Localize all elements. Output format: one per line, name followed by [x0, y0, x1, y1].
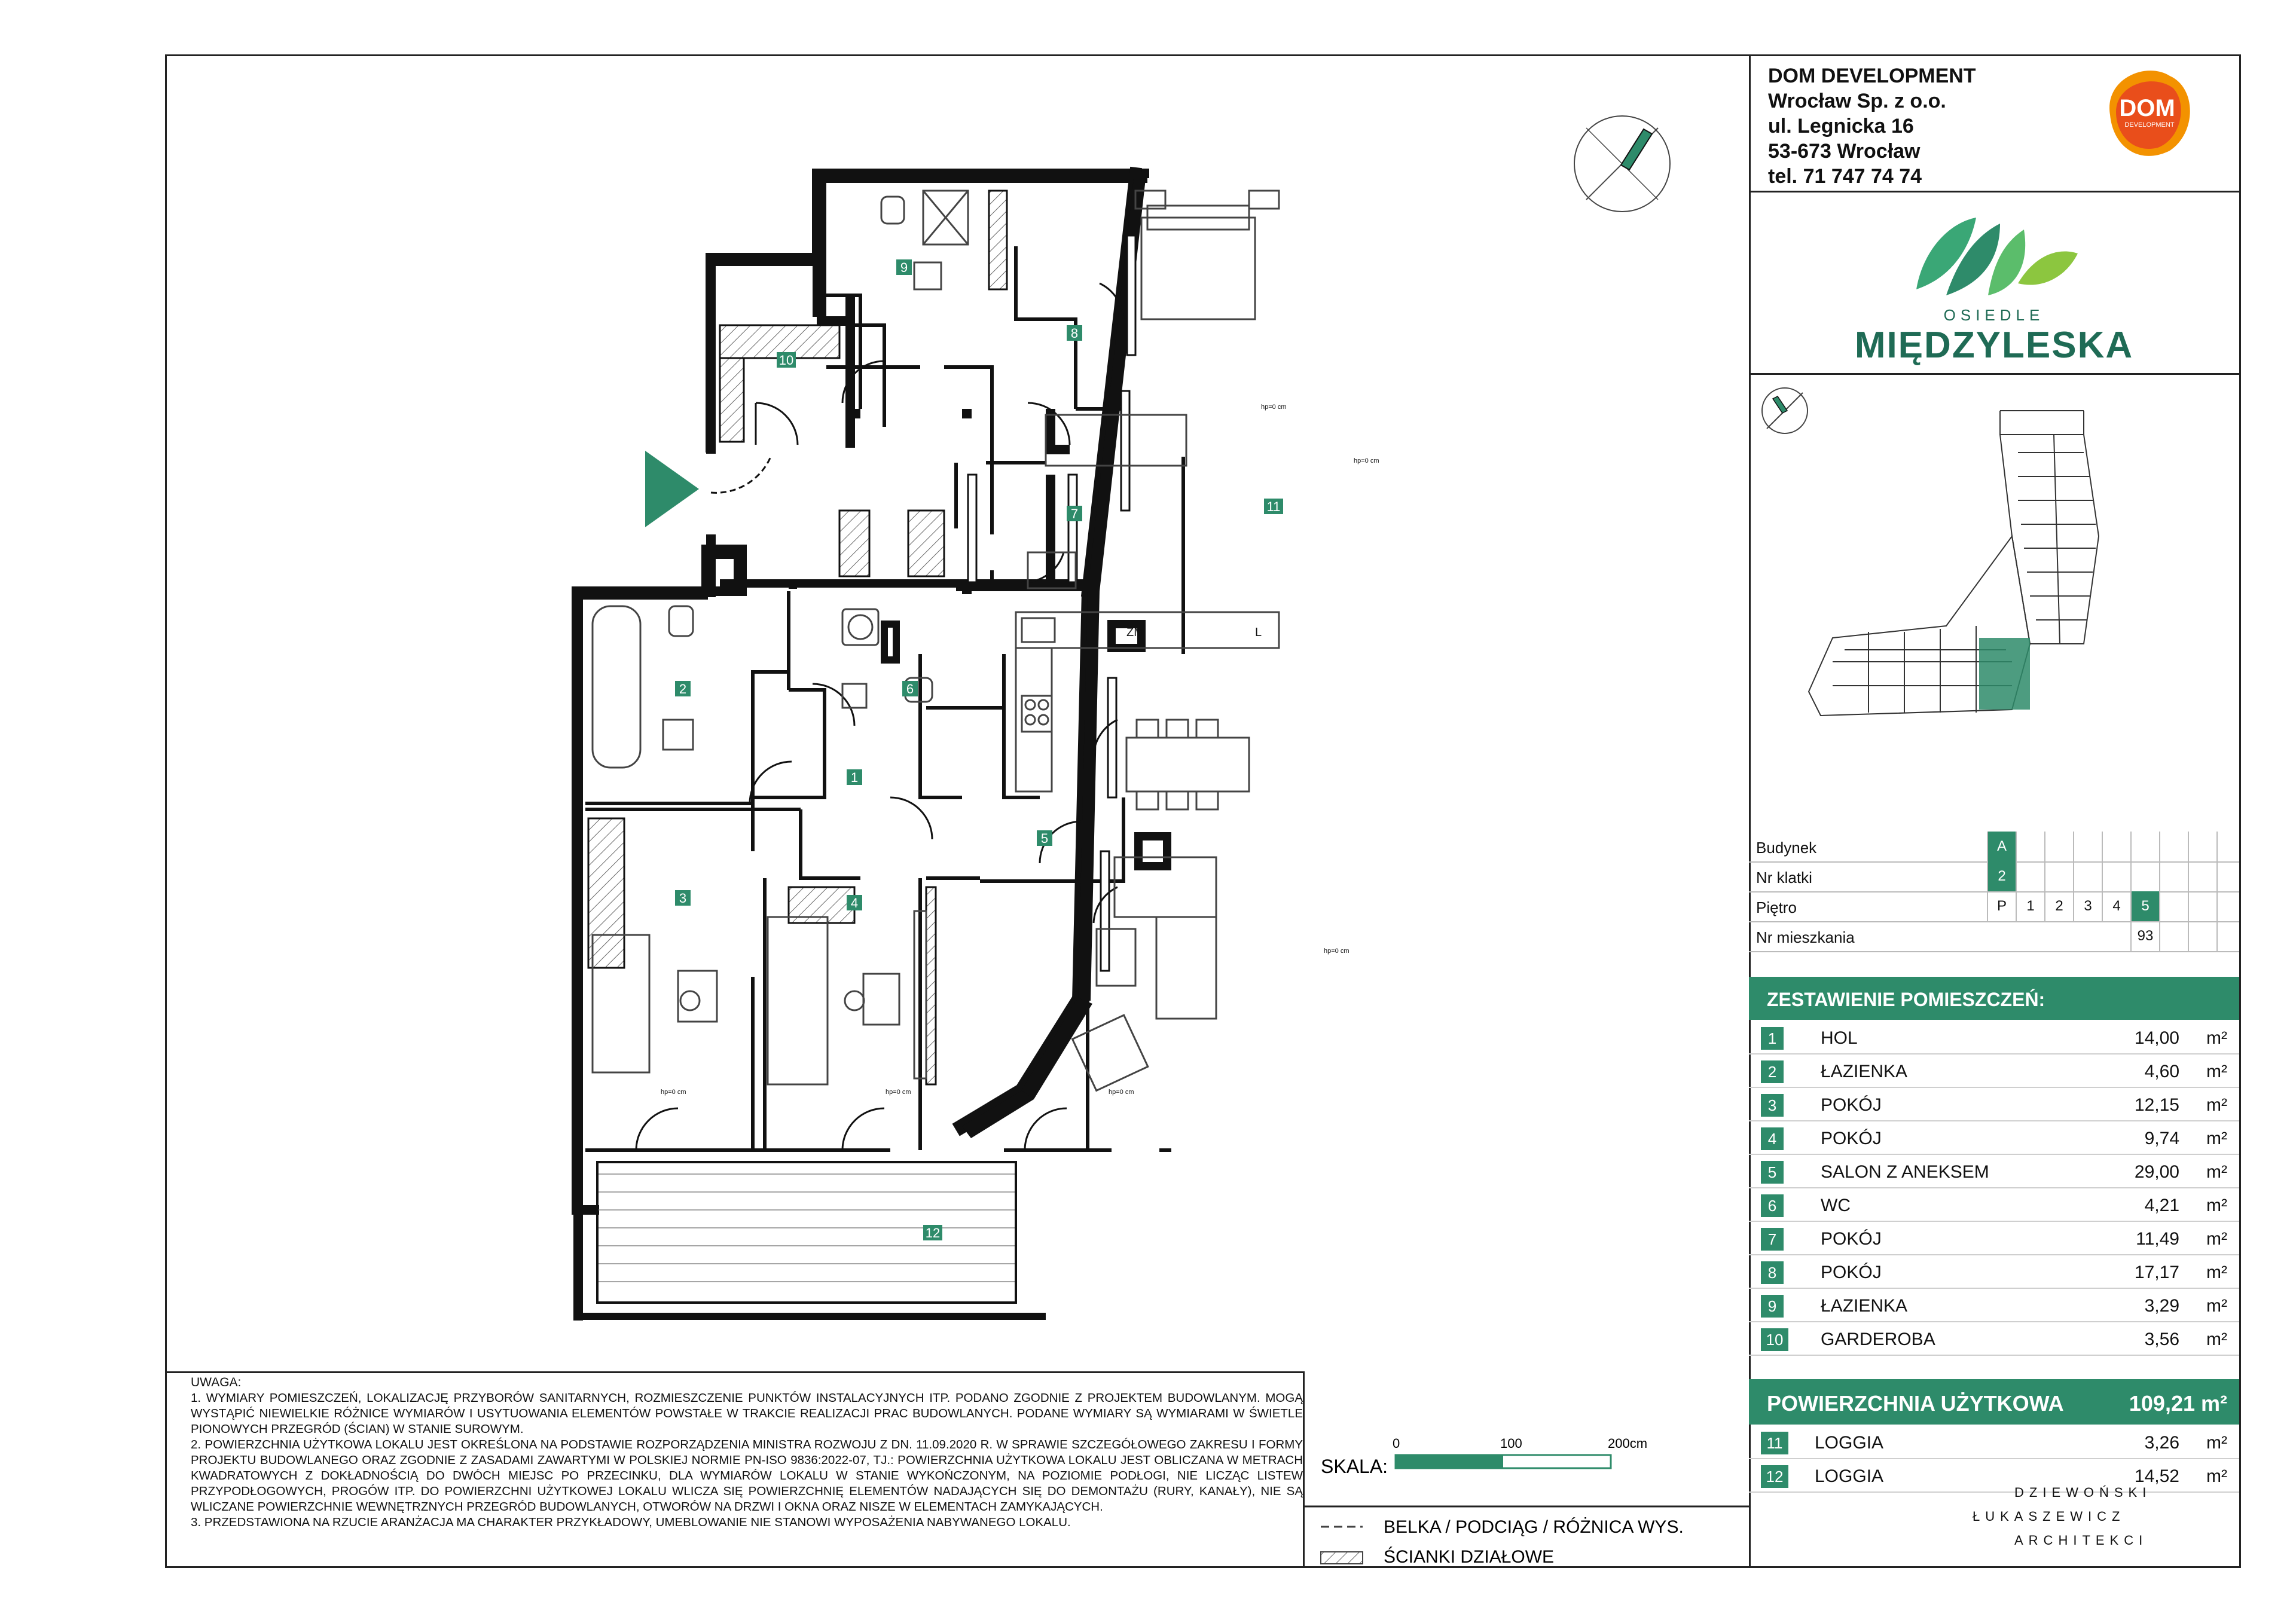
total-area-label: POWIERZCHNIA UŻYTKOWA — [1767, 1391, 2064, 1416]
svg-text:1: 1 — [850, 770, 859, 785]
company-phone: tel. 71 747 74 74 — [1768, 165, 1922, 188]
empty-cell — [2102, 832, 2130, 861]
site-map-highlight — [1979, 638, 2030, 710]
room-area: 3,29 — [2144, 1296, 2179, 1316]
room-label-4 — [847, 895, 862, 910]
klatka-value: 2 — [1987, 861, 2016, 891]
svg-text:2: 2 — [679, 681, 687, 696]
legend-walls: ŚCIANKI DZIAŁOWE — [1384, 1547, 1555, 1566]
room-area: 4,21 — [2144, 1196, 2179, 1215]
floor-cell: 1 — [2016, 891, 2044, 921]
scale-tick-100: 100 — [1500, 1436, 1522, 1451]
hp-label: hp=0 cm — [1261, 404, 1287, 411]
room-area: 4,60 — [2144, 1062, 2179, 1081]
empty-cell — [2073, 832, 2102, 861]
fridge-label-zm: ZM — [1126, 626, 1144, 639]
room-name: LOGGIA — [1815, 1466, 1884, 1486]
scale-tick-0: 0 — [1393, 1436, 1400, 1451]
room-label-6 — [902, 681, 918, 696]
osiedle-brand — [1749, 194, 2239, 373]
room-unit: m² — [2206, 1296, 2227, 1316]
legend-beam: BELKA / PODCIĄG / RÓŻNICA WYS. — [1384, 1517, 1684, 1537]
room-row — [1749, 1120, 2239, 1155]
room-label-3 — [675, 890, 691, 906]
company-info — [1768, 63, 1976, 189]
empty-cell — [2216, 891, 2245, 921]
room-unit: m² — [2206, 1229, 2227, 1249]
room-name: POKÓJ — [1821, 1129, 1882, 1148]
empty-cell — [2073, 861, 2102, 891]
room-name: POKÓJ — [1821, 1229, 1882, 1249]
room-number: 12 — [1761, 1465, 1788, 1488]
apartment-number: 93 — [2130, 921, 2159, 951]
room-name: WC — [1821, 1196, 1851, 1215]
scale-label: SKALA: — [1321, 1456, 1388, 1477]
hp-label: hp=0 cm — [661, 1089, 686, 1096]
empty-cell — [2188, 832, 2216, 861]
svg-text:11: 11 — [1266, 499, 1281, 514]
empty-cell — [2188, 861, 2216, 891]
room-unit: m² — [2206, 1466, 2227, 1486]
room-label-2 — [675, 681, 691, 696]
total-area-value: 109,21 m² — [2129, 1391, 2227, 1416]
partition-legend-icon — [1321, 1552, 1363, 1564]
architect-line: ARCHITEKCI — [2014, 1533, 2148, 1548]
room-name: ŁAZIENKA — [1821, 1296, 1908, 1316]
floor-cell: 2 — [2044, 891, 2073, 921]
hp-label: hp=0 cm — [1354, 457, 1379, 464]
architect-logo — [1913, 1485, 2236, 1563]
room-name: HOL — [1821, 1028, 1858, 1048]
room-area: 12,15 — [2134, 1095, 2179, 1115]
room-label-10 — [777, 352, 796, 368]
info-label: Nr mieszkania — [1756, 928, 1855, 946]
svg-text:4: 4 — [850, 895, 859, 910]
room-label-9 — [896, 259, 912, 275]
empty-cell — [2016, 861, 2044, 891]
room-unit: m² — [2206, 1196, 2227, 1215]
budynek-value: A — [1987, 832, 2016, 861]
info-row-mieszkanie — [1749, 921, 2239, 952]
floor-cell: 3 — [2073, 891, 2102, 921]
floor-plan — [167, 56, 1749, 1371]
empty-cell — [2016, 832, 2044, 861]
room-unit: m² — [2206, 1162, 2227, 1182]
total-area-row — [1749, 1379, 2239, 1425]
architect-line: ŁUKASZEWICZ — [1973, 1509, 2126, 1524]
room-area: 14,00 — [2134, 1028, 2179, 1048]
info-label: Budynek — [1756, 839, 1817, 857]
note-item: 1. WYMIARY POMIESZCZEŃ, LOKALIZACJĘ PRZYBORÓW SANITARNYCH, ROZMIESZCZENIE PUNKTÓW INSTALACYJNYCH ITP. PODANO ZGODNIE Z PROJEKTEM BUDOWLANYM. MOGĄ WYSTĄPIĆ NIEWIELKIE RÓŻNICE WYMIARÓW I USYTUOWANIA ELEMENTÓW POWSTAŁE W TRAKCIE REALIZACJI PRAC BUDOWLANYCH. PODANE WYMIARY SĄ WYMIARAMI W ŚWIETLE PIONOWYCH PRZEGRÓD (ŚCIAN) W STANIE SUROWYM. — [191, 1391, 1303, 1436]
brand-name: MIĘDZYLESKA — [1854, 325, 2134, 366]
empty-cell — [2159, 861, 2188, 891]
notes — [191, 1375, 1303, 1530]
info-row-klatka — [1749, 861, 2239, 893]
floor-cell-selected: 5 — [2130, 891, 2159, 921]
room-number: 4 — [1761, 1127, 1784, 1150]
floor-plan-drawing — [167, 56, 1749, 1371]
floor-cell: 4 — [2102, 891, 2130, 921]
svg-text:DEVELOPMENT: DEVELOPMENT — [2124, 121, 2175, 129]
company-name: DOM DEVELOPMENT — [1768, 65, 1976, 87]
room-row — [1749, 1221, 2239, 1255]
room-area: 17,17 — [2134, 1263, 2179, 1282]
empty-cell — [2216, 832, 2245, 861]
room-name: POKÓJ — [1821, 1095, 1882, 1115]
empty-cell — [2188, 891, 2216, 921]
svg-text:DOM: DOM — [2119, 95, 2175, 121]
svg-text:10: 10 — [778, 353, 794, 368]
compass-icon — [1762, 388, 1808, 433]
company-line: Wrocław Sp. z o.o. — [1768, 90, 1946, 112]
site-map — [1749, 375, 2239, 833]
separator — [1749, 191, 2239, 192]
room-label-8 — [1067, 325, 1082, 341]
room-name: LOGGIA — [1815, 1433, 1884, 1453]
room-label-5 — [1037, 830, 1052, 846]
rooms-header — [1749, 977, 2239, 1020]
compass-icon — [1574, 116, 1670, 212]
room-unit: m² — [2206, 1062, 2227, 1081]
room-number: 9 — [1761, 1295, 1784, 1318]
notes-title: UWAGA: — [191, 1376, 242, 1389]
floor-cell: P — [1987, 891, 2016, 921]
empty-cell — [2216, 861, 2245, 891]
room-unit: m² — [2206, 1329, 2227, 1349]
room-row — [1749, 1254, 2239, 1289]
empty-cell — [2044, 832, 2073, 861]
brand-prefix: OSIEDLE — [1943, 306, 2045, 324]
room-area: 11,49 — [2136, 1229, 2179, 1249]
room-number: 3 — [1761, 1094, 1784, 1117]
empty-cell — [2130, 861, 2159, 891]
empty-cell — [2102, 861, 2130, 891]
fridge-label-l: L — [1255, 626, 1262, 639]
scale-bar-fill — [1396, 1455, 1503, 1468]
hp-label: hp=0 cm — [886, 1089, 911, 1096]
room-row — [1749, 1087, 2239, 1121]
room-row — [1749, 1187, 2239, 1222]
room-number: 7 — [1761, 1228, 1784, 1251]
room-number: 2 — [1761, 1060, 1784, 1083]
room-unit: m² — [2206, 1263, 2227, 1282]
room-name: POKÓJ — [1821, 1263, 1882, 1282]
room-row — [1749, 1321, 2239, 1356]
empty-cell — [2159, 921, 2188, 951]
svg-text:5: 5 — [1040, 831, 1049, 846]
architect-line: DZIEWOŃSKI — [2014, 1485, 2152, 1500]
scale-tick-200: 200cm — [1608, 1436, 1648, 1451]
room-number: 8 — [1761, 1261, 1784, 1284]
room-label-12 — [923, 1225, 942, 1240]
room-number: 1 — [1761, 1027, 1784, 1050]
room-area: 9,74 — [2144, 1129, 2179, 1148]
empty-cell — [2188, 921, 2216, 951]
leaves-logo-icon — [1910, 206, 2084, 307]
room-unit: m² — [2206, 1433, 2227, 1453]
empty-cell — [2159, 891, 2188, 921]
empty-cell — [2130, 832, 2159, 861]
hp-label: hp=0 cm — [1324, 947, 1349, 955]
loggia-12 — [597, 1162, 1016, 1303]
room-area: 29,00 — [2134, 1162, 2179, 1182]
svg-text:8: 8 — [1070, 326, 1079, 341]
svg-text:6: 6 — [906, 681, 914, 696]
info-row-budynek — [1749, 832, 2239, 863]
empty-cell — [2216, 921, 2245, 951]
loggia-row — [1749, 1425, 2239, 1459]
note-item: 2. POWIERZCHNIA UŻYTKOWA LOKALU JEST OKREŚLONA NA PODSTAWIE ROZPORZĄDZENIA MINISTRA ROZWOJU Z DN. 11.09.2020 R. W SPRAWIE SZCZEGÓŁOWEGO ZAKRESU I FORMY PROJEKTU BUDOWLANEGO ORAZ ZGODNIE Z ZASADAMI ZAWARTYMI W POLSKIEJ NORMIE PN-ISO 9836:2022-07, TJ.: POWIERZCHNIA UŻYTKOWA LOKALU JEST OBLICZANA W METRACH KWADRATOWYCH Z DOKŁADNOŚCIĄ DO DWÓCH MIEJSC PO PRZECINKU, DLA WYMIARÓW LOKALU W STANIE WYKOŃCZONYM, NA POZIOMIE PODŁOGI, NIE LICZĄC LISTEW PRZYPODŁOGOWYCH, PROGÓW ITP. DO POWIERZCHNI UŻYTKOWEJ LOKALU WLICZA SIĘ POWIERZCHNIĘ ELEMENTÓW NADAJĄCYCH SIĘ DO DEMONTAŻU (RURY, KANAŁY), NIE SĄ WLICZANE POWIERZCHNIE WEWNĘTRZNYCH PRZEGRÓD BUDOWLANYCH, OTWORÓW NA DRZWI I OKNA ORAZ NISZE W ELEMENTACH ZAMYKAJĄCYCH. — [191, 1438, 1303, 1514]
room-name: ŁAZIENKA — [1821, 1062, 1908, 1081]
room-number: 5 — [1761, 1161, 1784, 1184]
room-row — [1749, 1154, 2239, 1188]
empty-cell — [2159, 832, 2188, 861]
room-area: 3,56 — [2144, 1329, 2179, 1349]
room-label-11 — [1264, 499, 1283, 514]
room-unit: m² — [2206, 1129, 2227, 1148]
info-label: Nr klatki — [1756, 869, 1812, 887]
room-number: 11 — [1761, 1432, 1788, 1454]
room-number: 6 — [1761, 1194, 1784, 1217]
company-address: ul. Legnicka 16 — [1768, 115, 1914, 137]
info-label: Piętro — [1756, 898, 1797, 916]
room-label-1 — [847, 769, 862, 785]
hp-label: hp=0 cm — [1109, 1089, 1134, 1096]
room-row — [1749, 1288, 2239, 1322]
company-city: 53-673 Wrocław — [1768, 140, 1921, 163]
room-unit: m² — [2206, 1095, 2227, 1115]
sheet-frame — [165, 54, 2241, 1568]
svg-text:3: 3 — [679, 891, 687, 906]
room-name: GARDEROBA — [1821, 1329, 1935, 1349]
room-label-7 — [1067, 506, 1082, 521]
room-unit: m² — [2206, 1028, 2227, 1048]
room-area: 3,26 — [2144, 1433, 2179, 1453]
entrance-arrow-icon — [645, 451, 699, 527]
room-row — [1749, 1053, 2239, 1088]
dom-development-logo — [2098, 61, 2200, 163]
rooms-header-text: ZESTAWIENIE POMIESZCZEŃ: — [1767, 989, 2045, 1010]
room-number: 10 — [1761, 1328, 1788, 1351]
empty-cell — [2044, 861, 2073, 891]
info-row-pietro — [1749, 891, 2239, 922]
scale-legend-drawing — [1303, 1371, 1749, 1566]
svg-text:9: 9 — [900, 260, 908, 275]
room-area: 14,52 — [2134, 1466, 2179, 1486]
room-name: SALON Z ANEKSEM — [1821, 1162, 1989, 1182]
svg-text:7: 7 — [1070, 506, 1079, 521]
svg-text:12: 12 — [925, 1225, 941, 1240]
room-row — [1749, 1020, 2239, 1055]
note-item: 3. PRZEDSTAWIONA NA RZUCIE ARANŻACJA MA CHARAKTER PRZYKŁADOWY, UMEBLOWANIE NIE STANOWI WYPOSAŻENIA NABYWANEGO LOKALU. — [191, 1515, 1071, 1529]
